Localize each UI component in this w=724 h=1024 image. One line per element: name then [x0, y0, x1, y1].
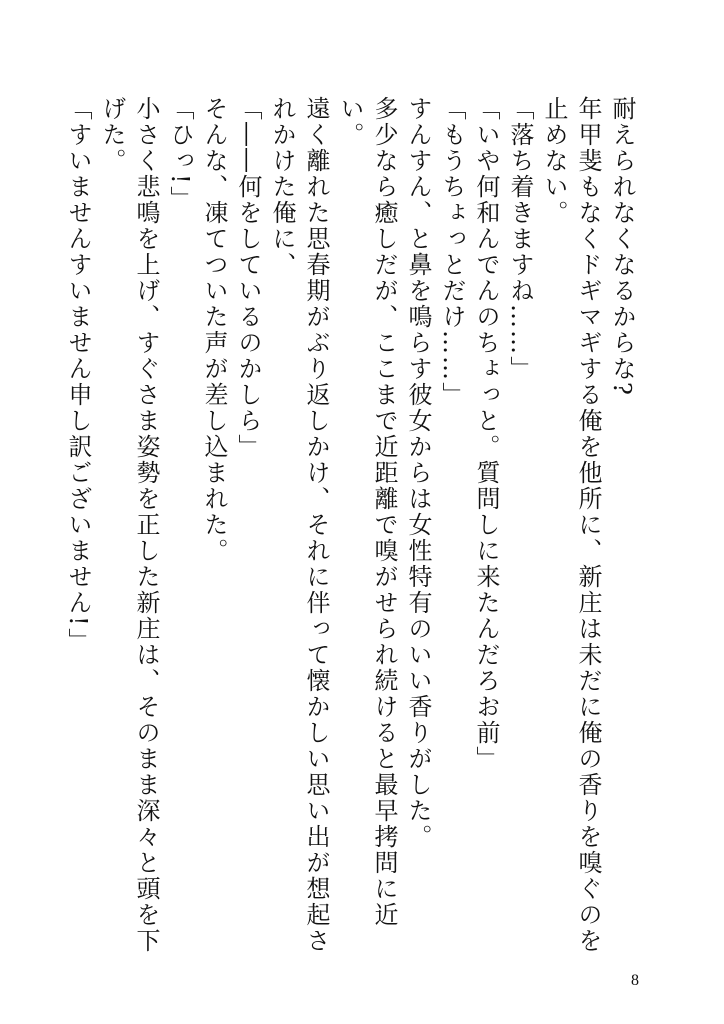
- text-line: 耐えられなくなるからな?: [608, 96, 636, 397]
- text-line: 多少なら癒しだが、ここまで近距離で嗅がせられ続けると最早拷問に近い。: [336, 96, 398, 928]
- page-number: 8: [631, 972, 639, 989]
- vertical-text-body: [64, 96, 639, 976]
- text-line: 「もうちょっとだけ……」: [438, 96, 466, 408]
- text-line: すんすん、と鼻を鳴らす彼女からは女性特有のいい香りがした。: [404, 96, 432, 850]
- text-line: 「すいませんすいません申し訳ございません!」: [64, 96, 92, 654]
- text-line: 「――何をしているのかしら」: [234, 96, 262, 460]
- text-line: そんな、凍てついた声が差し込まれた。: [200, 96, 228, 564]
- text-line: 「いや何和んでんのちょっと。質問しに来たんだろお前」: [472, 96, 500, 772]
- text-line: 「落ち着きますね……」: [506, 96, 534, 382]
- text-line: 遠く離れた思春期がぶり返しかけ、それに伴って懐かしい思い出が想起されかけた俺に、: [268, 96, 330, 954]
- text-line: 「ひっ!」: [166, 96, 194, 212]
- text-line: 小さく悲鳴を上げ、すぐさま姿勢を正した新庄は、そのまま深々と頭を下げた。: [98, 96, 160, 954]
- text-line: 年甲斐もなくドギマギする俺を他所に、新庄は未だに俺の香りを嗅ぐのを止めない。: [540, 96, 602, 954]
